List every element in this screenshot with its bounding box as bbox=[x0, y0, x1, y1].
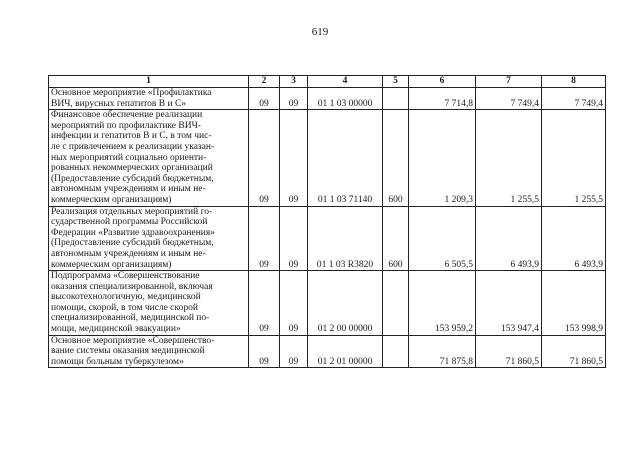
name-line: оказания специализированной, включая bbox=[51, 281, 213, 292]
cell-amount-col7: 1 255,5 bbox=[476, 110, 542, 206]
name-line: рованных некоммерческих организаций bbox=[51, 163, 213, 174]
row-name bbox=[49, 206, 249, 271]
name-line: Финансовое обеспечение реализации bbox=[51, 110, 203, 121]
cell-amount-col8: 1 255,5 bbox=[542, 110, 606, 206]
cell-amount-col6: 71 875,8 bbox=[409, 335, 476, 368]
cell-amount-col6: 6 505,5 bbox=[409, 206, 476, 271]
header-cell: 2 bbox=[249, 76, 280, 88]
name-line: помощи, скорой, в том числе скорой bbox=[51, 302, 198, 313]
cell-section: 09 bbox=[249, 206, 280, 271]
name-line: сударственной программы Российской bbox=[51, 217, 208, 228]
table-row bbox=[49, 110, 606, 206]
header-row bbox=[49, 76, 606, 88]
name-line: Основное мероприятие «Профилактика bbox=[51, 88, 212, 98]
cell-subsection: 09 bbox=[280, 335, 308, 368]
name-line: вание системы оказания медицинской bbox=[51, 346, 205, 357]
cell-target-code: 01 1 03 71140 bbox=[308, 110, 383, 206]
name-line: ВИЧ, вирусных гепатитов В и С» bbox=[51, 98, 187, 109]
page-number: 619 bbox=[311, 26, 329, 38]
header-cell: 7 bbox=[476, 76, 542, 88]
cell-section: 09 bbox=[249, 110, 280, 206]
name-line: автономным учреждениям и иным не- bbox=[51, 248, 206, 259]
cell-expense-type bbox=[383, 271, 409, 336]
cell-subsection: 09 bbox=[280, 271, 308, 336]
cell-expense-type bbox=[383, 88, 409, 110]
cell-expense-type bbox=[383, 335, 409, 368]
row-name bbox=[49, 335, 249, 368]
row-name bbox=[49, 88, 249, 110]
cell-amount-col6: 7 714,8 bbox=[409, 88, 476, 110]
header-cell: 6 bbox=[409, 76, 476, 88]
row-name bbox=[49, 110, 249, 206]
cell-target-code: 01 1 03 00000 bbox=[308, 88, 383, 110]
header-cell: 4 bbox=[308, 76, 383, 88]
cell-target-code: 01 2 01 00000 bbox=[308, 335, 383, 368]
header-cell: 3 bbox=[280, 76, 308, 88]
cell-amount-col7: 71 860,5 bbox=[476, 335, 542, 368]
cell-amount-col6: 153 959,2 bbox=[409, 271, 476, 336]
name-line: ле с привлечением к реализации указан- bbox=[51, 141, 215, 152]
cell-amount-col7: 6 493,9 bbox=[476, 206, 542, 271]
cell-amount-col8: 7 749,4 bbox=[542, 88, 606, 110]
cell-target-code: 01 2 00 00000 bbox=[308, 271, 383, 336]
cell-section: 09 bbox=[249, 271, 280, 336]
header-cell: 8 bbox=[542, 76, 606, 88]
table-row bbox=[49, 271, 606, 336]
table-row bbox=[49, 88, 606, 110]
header-cell: 1 bbox=[49, 76, 249, 88]
cell-amount-col8: 153 998,9 bbox=[542, 271, 606, 336]
name-line: мероприятий по профилактике ВИЧ- bbox=[51, 120, 201, 131]
cell-amount-col7: 153 947,4 bbox=[476, 271, 542, 336]
name-line: высокотехнологичную, медицинской bbox=[51, 292, 201, 303]
cell-amount-col8: 6 493,9 bbox=[542, 206, 606, 271]
cell-amount-col7: 7 749,4 bbox=[476, 88, 542, 110]
name-line: Федерации «Развитие здравоохранения» bbox=[51, 227, 216, 238]
name-line: автономным учреждениям и иным не- bbox=[51, 184, 206, 195]
name-line: мощи, медицинской эвакуации» bbox=[51, 324, 181, 335]
name-line: (Предоставление субсидий бюджетным, bbox=[51, 238, 214, 249]
cell-amount-col8: 71 860,5 bbox=[542, 335, 606, 368]
cell-expense-type: 600 bbox=[383, 110, 409, 206]
header-cell: 5 bbox=[383, 76, 409, 88]
table-row bbox=[49, 335, 606, 368]
name-line: Основное мероприятие «Совершенство- bbox=[51, 335, 215, 346]
name-line: инфекции и гепатитов В и С, в том чис- bbox=[51, 131, 212, 142]
row-name bbox=[49, 271, 249, 336]
cell-section: 09 bbox=[249, 88, 280, 110]
table-row bbox=[49, 206, 606, 271]
cell-target-code: 01 1 03 R3820 bbox=[308, 206, 383, 271]
cell-amount-col6: 1 209,3 bbox=[409, 110, 476, 206]
name-line: коммерческим организациям) bbox=[51, 194, 172, 205]
name-line: (Предоставление субсидий бюджетным, bbox=[51, 173, 214, 184]
name-line: Реализация отдельных мероприятий го- bbox=[51, 206, 213, 217]
cell-section: 09 bbox=[249, 335, 280, 368]
name-line: Подпрограмма «Совершенствование bbox=[51, 271, 200, 282]
name-line: ных мероприятий социально ориенти- bbox=[51, 152, 207, 163]
cell-subsection: 09 bbox=[280, 110, 308, 206]
cell-subsection: 09 bbox=[280, 88, 308, 110]
cell-subsection: 09 bbox=[280, 206, 308, 271]
name-line: коммерческим организациям) bbox=[51, 259, 172, 270]
name-line: помощи больным туберкулезом» bbox=[51, 356, 184, 367]
name-line: специализированной, медицинской по- bbox=[51, 313, 210, 324]
budget-table bbox=[48, 75, 606, 368]
cell-expense-type: 600 bbox=[383, 206, 409, 271]
